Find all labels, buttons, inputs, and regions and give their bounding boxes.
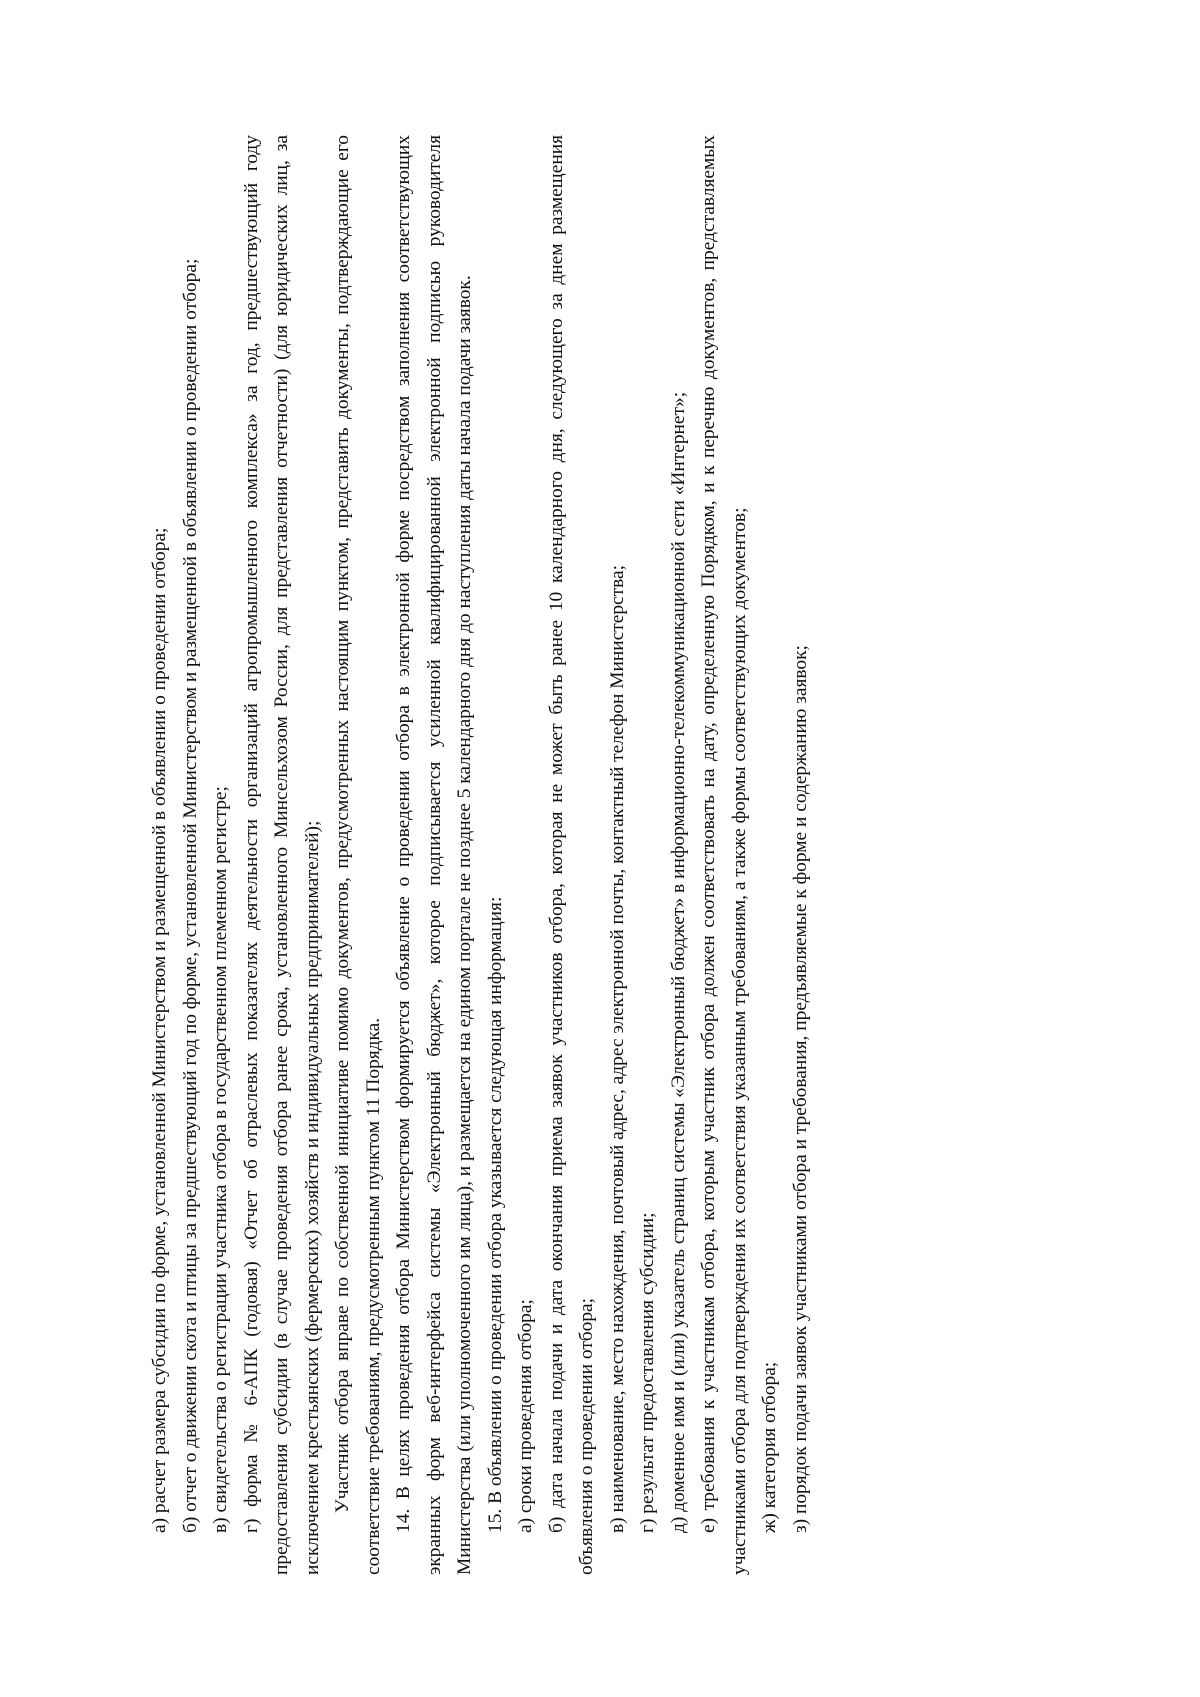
paragraph-b: б) отчет о движении скота и птицы за предшествующий год по форме, установленной Министерством и размещенной в объявлении о проведении отбора; — [179, 258, 201, 1533]
paragraph-15a: а) сроки проведения отбора; — [515, 1299, 536, 1533]
paragraph-15d: д) доменное имя и (или) указатель страниц системы «Электронный бюджет» в информационно-телекоммуникационной сети «Интернет»; — [667, 391, 689, 1533]
paragraph-15v: в) наименование, место нахождения, почтовый адрес, адрес электронной почты, контактный телефон Министерства; — [606, 565, 628, 1533]
paragraph-15: 15. В объявлении о проведении отбора указывается следующая информация: — [484, 896, 506, 1533]
paragraph-15g: г) результат предоставления субсидии; — [637, 1212, 658, 1533]
paragraph-15e: е) требования к участникам отбора, которым участник отбора должен соответствовать на дату, определенную Порядком, и к перечню документов, представляемых участниками отбора для подтверждения их соответствия указанным требованиям, а также формы соответствующих документов; — [698, 135, 750, 1575]
paragraph-14: 14. В целях проведения отбора Министерством формируется объявление о проведении отбора в электронной форме посредством заполнения соответствующих экранных форм веб-интерфейса системы «Электронный бюджет», которое подписывается усиленной квалифицированной электронной подписью руководителя Министерства (или уполномоченного им лица), и размещается на едином портале не позднее 5 календарного дня до наступления даты начала подачи заявок. — [393, 135, 475, 1575]
paragraph-15zh: ж) категория отбора; — [759, 1361, 780, 1533]
rotated-content — [145, 135, 816, 1575]
paragraph-g: г) форма № 6-АПК (годовая) «Отчет об отраслевых показателях деятельности организаций агропромышленного комплекса» за год, предшествующий году предоставления субсидии (в случае проведения отбора ранее срока, установленного Минсельхозом России, для представления отчетности) (для юридических лиц, за исключением крестьянских (фермерских) хозяйств и индивидуальных предпринимателей); — [240, 135, 323, 1575]
paragraph-15z: з) порядок подачи заявок участниками отбора и требования, предъявляемые к форме и содержанию заявок; — [789, 645, 811, 1533]
paragraph-a: а) расчет размера субсидии по форме, установленной Министерством и размещенной в объявлении о проведении отбора; — [149, 527, 170, 1533]
paragraph-15b: б) дата начала подачи и дата окончания приема заявок участников отбора, которая не может быть ранее 10 календарного дня, следующего за днем размещения объявления о проведении отбора; — [545, 135, 597, 1575]
paragraph-v: в) свидетельства о регистрации участника отбора в государственном племенном регистре; — [210, 786, 231, 1533]
paragraph-participant: Участник отбора вправе по собственной инициативе помимо документов, предусмотренных настоящим пунктом, представить документы, подтверждающие его соответствие требованиям, предусмотренным пунктом 11 Порядка. — [332, 135, 384, 1575]
